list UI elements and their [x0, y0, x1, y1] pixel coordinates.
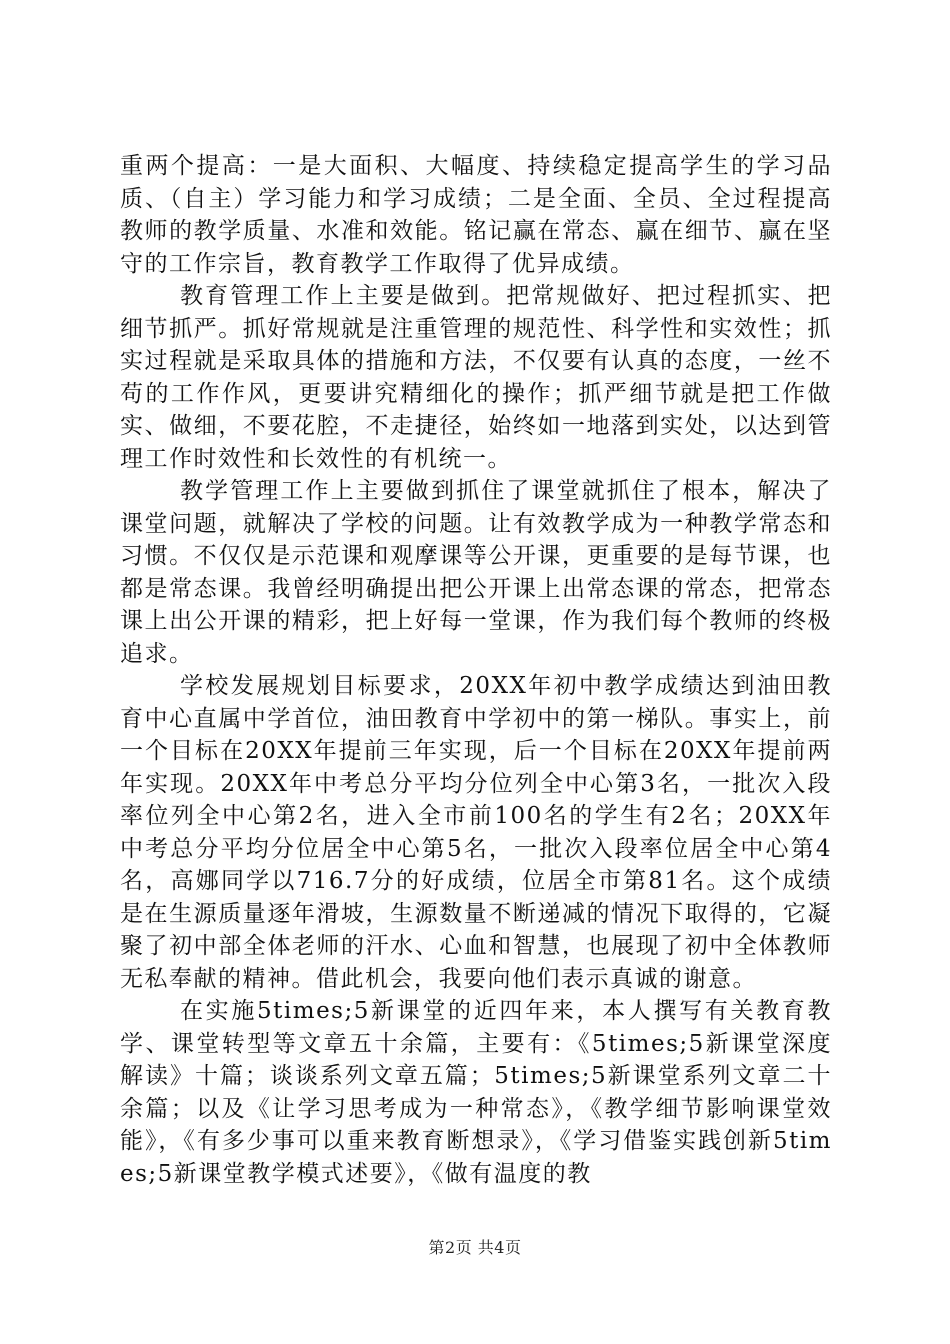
document-body: [120, 150, 832, 1190]
page-number-footer: 第2页 共4页: [428, 1238, 522, 1257]
paragraph-education-management: 教育管理工作上主要是做到。把常规做好、把过程抓实、把细节抓严。抓好常规就是注重管理的规范性、科学性和实效性；抓实过程就是采取具体的措施和方法，不仅要有认真的态度，一丝不苟的工作作风，更要讲究精细化的操作；抓严细节就是把工作做实、做细，不要花腔，不走捷径，始终如一地落到实处，以达到管理工作时效性和长效性的有机统一。: [120, 283, 832, 472]
paragraph-new-classroom: 在实施5times;5新课堂的近四年来，本人撰写有关教育教学、课堂转型等文章五十余篇，主要有：《5times;5新课堂深度解读》十篇；谈谈系列文章五篇；5times;5新课堂系列文章二十余篇；以及《让学习思考成为一种常态》，《教学细节影响课堂效能》，《有多少事可以重来教育断想录》，《学习借鉴实践创新5times;5新课堂教学模式述要》，《做有温度的教: [120, 998, 832, 1187]
paragraph-school-development: 学校发展规划目标要求，20XX年初中教学成绩达到油田教育中心直属中学首位，油田教育中学初中的第一梯队。事实上，前一个目标在20XX年提前三年实现，后一个目标在20XX年提前两年实现。20XX年中考总分平均分位列全中心第3名，一批次入段率位列全中心第2名，进入全市前100名的学生有2名；20XX年中考总分平均分位居全中心第5名，一批次入段率位居全中心第4名，高娜同学以716.7分的好成绩，位居全市第81名。这个成绩是在生源质量逐年滑坡，生源数量不断递减的情况下取得的，它凝聚了初中部全体老师的汗水、心血和智慧，也展现了初中全体教师无私奉献的精神。借此机会，我要向他们表示真诚的谢意。: [120, 673, 832, 992]
paragraph-teaching-management: 教学管理工作上主要做到抓住了课堂就抓住了根本，解决了课堂问题，就解决了学校的问题。让有效教学成为一种教学常态和习惯。不仅仅是示范课和观摩课等公开课，更重要的是每节课，也都是常态课。我曾经明确提出把公开课上出常态课的常态，把常态课上出公开课的精彩，把上好每一堂课，作为我们每个教师的终极追求。: [120, 478, 832, 667]
paragraph-continued: 重两个提高：一是大面积、大幅度、持续稳定提高学生的学习品质、（自主）学习能力和学习成绩；二是全面、全员、全过程提高教师的教学质量、水准和效能。铭记赢在常态、赢在细节、赢在坚守的工作宗旨，教育教学工作取得了优异成绩。: [120, 153, 832, 277]
